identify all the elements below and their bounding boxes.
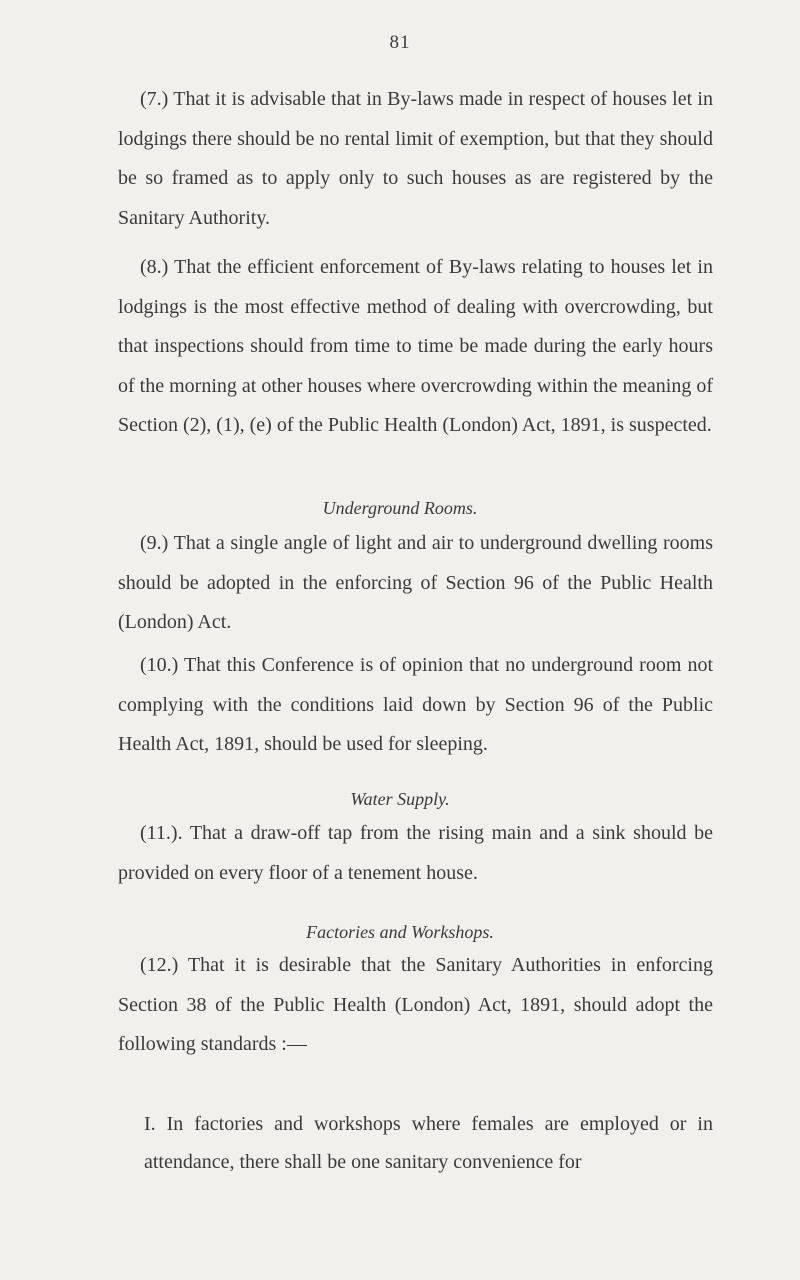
paragraph-10: (10.) That this Conference is of opinion that no underground room not complying with the conditions laid down by Section 96 of the Public Health Act, 1891, should be used for sleeping. [118, 654, 713, 755]
page-number: 81 [389, 32, 411, 53]
paragraph-11: (11.). That a draw-off tap from the rising main and a sink should be provided on every floor of a tenement house. [118, 822, 713, 884]
heading-factories-workshops: Factories and Workshops. [306, 922, 494, 942]
heading-underground-rooms: Underground Rooms. [322, 498, 478, 518]
paragraph-12: (12.) That it is desirable that the Sanitary Authorities in enforcing Section 38 of the Public Health (London) Act, 1891, should adopt the following standards :— [118, 954, 713, 1055]
paragraph-8: (8.) That the efficient enforcement of By-laws relating to houses let in lodgings is the most effective method of dealing with overcrowding, but that inspections should from time to time be made during the early hours of the morning at other houses where overcrowding within the meaning of Section (2), (1), (e) of the Public Health (London) Act, 1891, is suspected. [118, 256, 713, 436]
paragraph-7: (7.) That it is advisable that in By-laws made in respect of houses let in lodgings there should be no rental limit of exemption, but that they should be so framed as to apply only to such houses as are registered by the Sanitary Authority. [118, 88, 713, 229]
paragraph-9: (9.) That a single angle of light and air to underground dwelling rooms should be adopted in the enforcing of Section 96 of the Public Health (London) Act. [118, 532, 713, 633]
heading-water-supply: Water Supply. [350, 789, 450, 809]
standards-item-1: I. In factories and workshops where females are employed or in attendance, there shall be one sanitary convenience for [144, 1113, 713, 1173]
